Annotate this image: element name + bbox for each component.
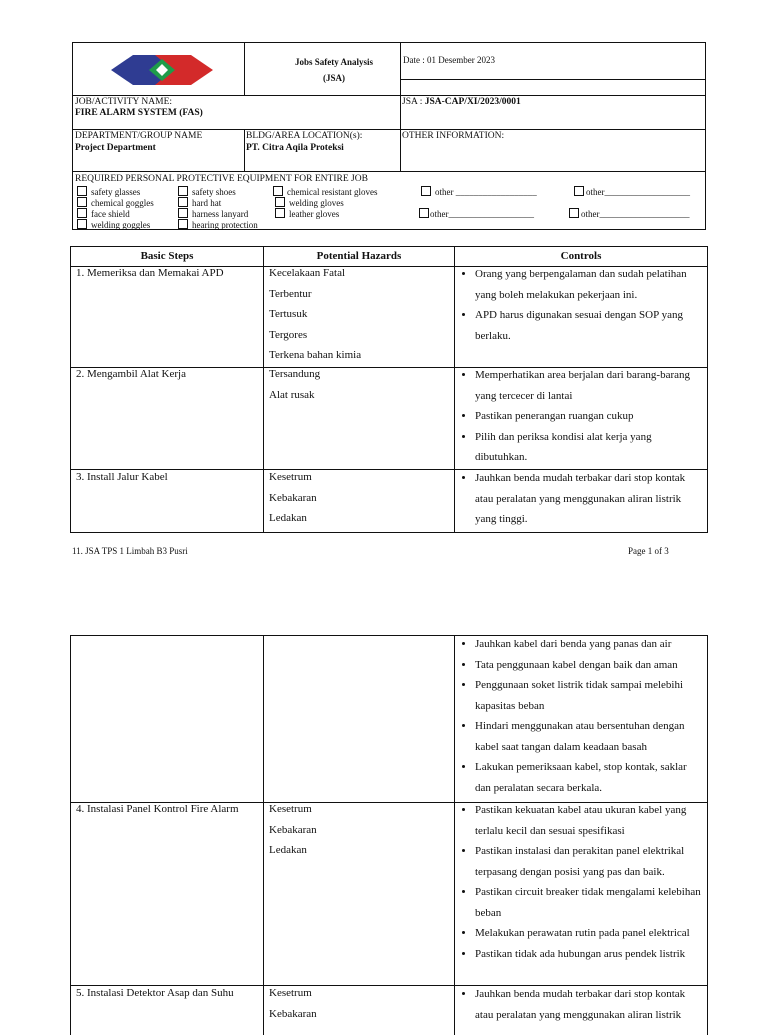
- footer-document-ref: 11. JSA TPS 1 Limbah B3 Pusri: [72, 546, 188, 556]
- col-header-controls: Controls: [560, 250, 602, 262]
- location-label: BLDG/AREA LOCATION(s):: [246, 131, 363, 141]
- company-logo: [111, 53, 213, 87]
- ppe-checkbox[interactable]: face shield: [77, 208, 130, 220]
- document-title-abbr: (JSA): [323, 73, 345, 83]
- document-title: Jobs Safety Analysis: [294, 57, 374, 67]
- department-value: Project Department: [75, 143, 156, 153]
- ppe-checkbox-other[interactable]: other___________________: [574, 186, 690, 198]
- ppe-checkbox[interactable]: leather gloves: [275, 208, 339, 220]
- table-row-step: 4. Instalasi Panel Kontrol Fire Alarm: [76, 803, 239, 815]
- ppe-checkbox-other[interactable]: other __________________: [421, 186, 537, 198]
- table-row-hazards: Tersandung Alat rusak: [269, 368, 321, 401]
- col-header-basic-steps: Basic Steps: [140, 250, 194, 262]
- table-row-hazards: Kesetrum Kebakaran Ledakan: [269, 471, 317, 524]
- table-row-controls: • Jauhkan kabel dari benda yang panas dan air • Tata penggunaan kabel dengan baik dan aman • Penggunaan soket listrik tidak sampai melebihi kapasitas beban • Hindari menggunakan atau bersentuhan dengan kabel saat tangan dalam keadaan basah • Lakukan pemeriksaan kabel, stop kontak, saklar dan peralatan secara berkala.: [459, 634, 705, 798]
- table-row-controls: • Jauhkan benda mudah terbakar dari stop kontak atau peralatan yang menggunakan aliran listrik: [459, 984, 705, 1025]
- table-row-hazards: Kesetrum Kebakaran: [269, 987, 317, 1020]
- ppe-checkbox-other[interactable]: other____________________: [569, 208, 690, 220]
- ppe-checkbox[interactable]: chemical goggles: [77, 197, 154, 209]
- ppe-checkbox[interactable]: welding goggles: [77, 219, 150, 231]
- ppe-checkbox[interactable]: welding gloves: [275, 197, 344, 209]
- jsa-number: [402, 97, 521, 108]
- ppe-checkbox-other[interactable]: other___________________: [419, 208, 534, 220]
- other-info-label: OTHER INFORMATION:: [402, 131, 505, 141]
- ppe-checkbox[interactable]: harness lanyard: [178, 208, 248, 220]
- ppe-checkbox[interactable]: safety shoes: [178, 186, 236, 198]
- job-name-label: JOB/ACTIVITY NAME:: [75, 97, 173, 107]
- department-label: DEPARTMENT/GROUP NAME: [75, 131, 203, 141]
- ppe-checkbox[interactable]: safety glasses: [77, 186, 140, 198]
- table-row-hazards: Kesetrum Kebakaran Ledakan: [269, 803, 317, 856]
- location-value: PT. Citra Aqila Proteksi: [246, 143, 344, 153]
- jsa-table: [70, 246, 708, 533]
- table-row-step: 5. Instalasi Detektor Asap dan Suhu: [76, 987, 234, 999]
- jsa-number-value: JSA-CAP/XI/2023/0001: [424, 97, 521, 107]
- table-row-step: 3. Install Jalur Kabel: [76, 471, 168, 483]
- jsa-table-continued: [70, 635, 708, 1035]
- col-header-potential-hazards: Potential Hazards: [316, 250, 402, 262]
- table-row-step: 1. Memeriksa dan Memakai APD: [76, 267, 224, 279]
- table-row-hazards: Kecelakaan Fatal Terbentur Tertusuk Tergores Terkena bahan kimia: [269, 267, 362, 361]
- table-row-controls: • Pastikan kekuatan kabel atau ukuran kabel yang terlalu kecil dan sesuai spesifikasi • Pastikan instalasi dan perakitan panel elektrikal terpasang dengan posisi yang pas dan baik. • Pastikan circuit breaker tidak mengalami kelebihan beban • Melakukan perawatan rutin pada panel elektrical • Pastikan tidak ada hubungan arus pendek listrik: [459, 800, 705, 964]
- jsa-number-label: JSA :: [402, 97, 425, 107]
- document-date: Date : 01 Desember 2023: [403, 55, 495, 65]
- footer-page-number: Page 1 of 3: [628, 546, 669, 556]
- ppe-title: REQUIRED PERSONAL PROTECTIVE EQUIPMENT FOR ENTIRE JOB: [75, 174, 368, 184]
- job-name-value: FIRE ALARM SYSTEM (FAS): [75, 108, 203, 118]
- ppe-checkbox[interactable]: hard hat: [178, 197, 221, 209]
- ppe-checkbox[interactable]: chemical resistant gloves: [273, 186, 377, 198]
- jsa-header: [72, 42, 706, 230]
- table-row-controls: • Jauhkan benda mudah terbakar dari stop kontak atau peralatan yang menggunakan aliran listrik yang tinggi.: [459, 468, 705, 530]
- table-row-controls: • Memperhatikan area berjalan dari barang-barang yang tercecer di lantai • Pastikan penerangan ruangan cukup • Pilih dan periksa kondisi alat kerja yang dibutuhkan.: [459, 365, 705, 468]
- ppe-checkbox[interactable]: hearing protection: [178, 219, 258, 231]
- table-row-controls: • Orang yang berpengalaman dan sudah pelatihan yang boleh melakukan pekerjaan ini. • APD harus digunakan sesuai dengan SOP yang berlaku.: [459, 264, 705, 346]
- table-row-step: 2. Mengambil Alat Kerja: [76, 368, 186, 380]
